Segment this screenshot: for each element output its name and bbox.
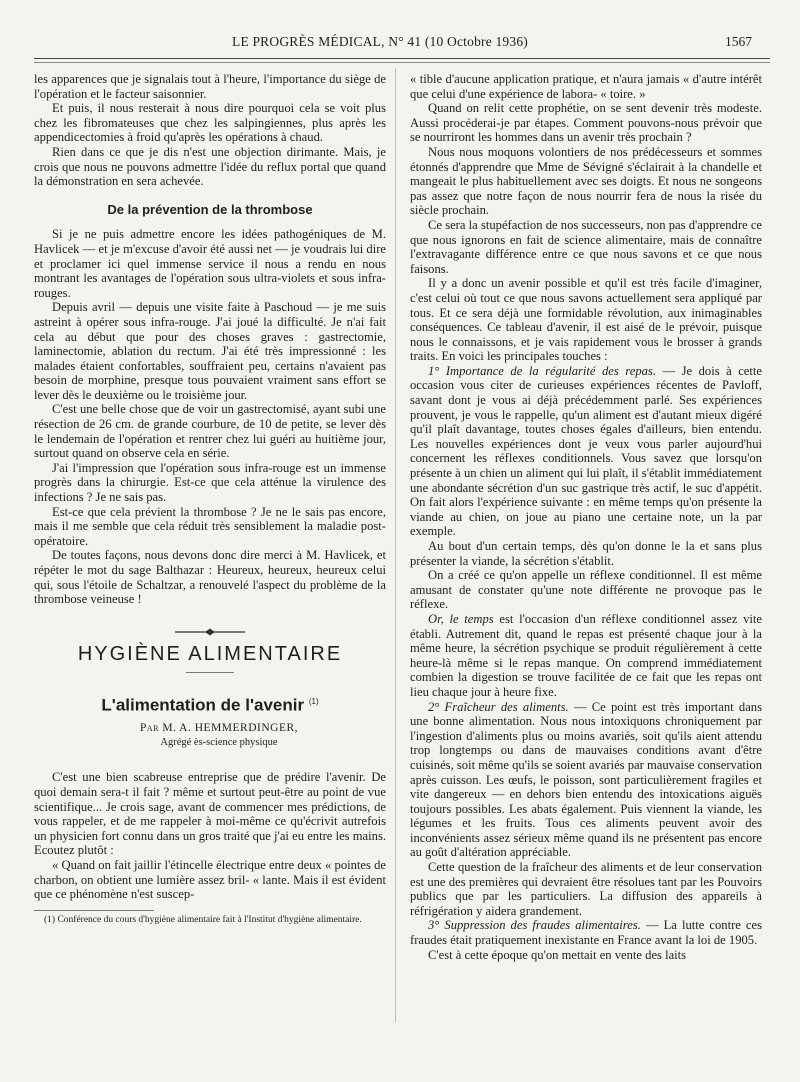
paragraph [410, 612, 762, 700]
flourish-icon [175, 628, 245, 636]
paragraph: Quand on relit cette prophétie, on se sent devenir très modeste. Aussi procéderai-je par étapes. Comment pouvons-nous prévoir que se nourriront les hommes dans un avenir très prochain ? [410, 101, 762, 145]
header-rule [34, 58, 770, 59]
footnote-ref: (1) [308, 696, 319, 706]
article-title-text: L'alimentation de l'avenir [101, 695, 305, 715]
paragraph: « tible d'aucune application pratique, et n'aura jamais « d'autre intérêt que celui d'une expérience de labora- « toire. » [410, 72, 762, 101]
paragraph: De toutes façons, nous devons donc dire merci à M. Havlicek, et répéter le mot du sage Balthazar : Heureux, heureux, heureux celui qui, sous l'étoile de Schaltzar, a renouvelé l'aspect du problème de la thrombose veineuse ! [34, 548, 386, 607]
footnote: (1) Conférence du cours d'hygiène alimentaire fait à l'Institut d'hygiène alimentaire. [44, 914, 362, 925]
running-head [62, 34, 752, 56]
paragraph [410, 700, 762, 861]
left-column [34, 72, 386, 926]
byline: Par M. A. HEMMERDINGER, [139, 722, 299, 735]
section-title: HYGIÈNE ALIMENTAIRE [77, 643, 343, 666]
paragraph: C'est une bien scabreuse entreprise que de prédire l'avenir. De quoi demain sera-t il fait ? même et surtout peut-être au point de vue scientifique... Je crois sage, avant de commencer mes prédictions, de vous rappeler, et de me rappeler à moi-même ce qu'écrivit autrefois un physicien fort connu dans un gros traité que j'ai eu entre les mains. Ecoutez plutôt : [34, 770, 386, 858]
paragraph: Si je ne puis admettre encore les idées pathogéniques de M. Havlicek — et je m'excuse d'avoir été aussi net — je voudrais lui dire et proclamer ici quel immense service il nous a rendu en nous montrant les avantages de l'opération sous ultra-violets et sous infra-rouges. [34, 227, 386, 300]
paragraph: Et puis, il nous resterait à nous dire pourquoi cela se voit plus chez les fibromateuses que chez les salpingiennes, plus après les appendicectomies à froid qu'après les opérations à chaud. [34, 101, 386, 145]
paragraph-text: — Je dois à cette occasion vous citer de curieuses expériences récentes de Pavloff, savant dont je vous ai déjà précédemment parlé. Ses expériences prouvent, je vous le rappelle, qu'un aliment est d'autant mieux digéré qu'il plaît davantage, toutes choses égales d'ailleurs, bien entendu. Les nouvelles expériences dont je veux vous parler aujourd'hui concernent les réflexes conditionnels. Vous savez que lorsqu'on présente à un chien un aliment qui lui plaît, il s'établit immédiatement une abondante sécrétion d'un suc gastrique très actif, le suc d'appétit. On fait alors l'expérience suivante : en même temps qu'on présente la viande au chien, on joue au piano une certaine note, un la par exemple. [410, 363, 762, 539]
item-heading: 2° Fraîcheur des aliments. [428, 699, 569, 714]
paragraph: C'est une belle chose que de voir un gastrectomisé, ayant subi une résection de 26 cm. de grande courbure, de 10 de petite, se lever dès le lendemain de l'opération et rentrer chez lui guéri au huitième jour, surtout quand on observe cela en série. [34, 402, 386, 461]
ornament-divider [34, 625, 386, 640]
item-heading: 1° Importance de la régularité des repas. [428, 363, 656, 378]
paragraph: Depuis avril — depuis une visite faite à Paschoud — je me suis astreint à opérer sous infra-rouge. J'ai joué la difficulté. Je n'ai fait cela au début que pour des choses graves : gastrectomie, laminectomie, ablation du rectum. J'ai été très impressionné : les malades étaient confortables, souffraient peu, certains n'avaient pas besoin de morphine, presque tous pouvaient vraiment sans effort se lever dès le deuxième ou le troisième jour. [34, 300, 386, 402]
item-heading: 3° Suppression des fraudes alimentaires. [428, 918, 641, 933]
article-title [34, 695, 386, 713]
paragraph: Au bout d'un certain temps, dès qu'on donne le la et sans plus présenter la viande, la sécrétion s'établit. [410, 539, 762, 568]
paragraph [410, 364, 762, 539]
byline-affiliation: Agrégé ès-science physique [160, 736, 278, 748]
paragraph: C'est à cette époque qu'on mettait en vente des laits [428, 947, 687, 962]
paragraph-text: — Ce point est très important dans une bonne alimentation. Nous nous intoxiquons chroniquement par l'ingestion d'aliments plus ou moins avariés, soit qu'ils aient attendu trop longtemps ou dans de mauvaises conditions avant d'être cuisinés, soit même qu'ils se soient avariés par mauvaise conservation après cuisson. Les œufs, le poisson, sont particulièrement fragiles et vite dangereux — en dehors bien entendu des intoxications aiguës toujours possibles. Les abats également. Puis viennent la viande, les légumes et les fruits. Tous ces aliments peuvent avoir des inconvénients assez sérieux même quand ils ne présentent pas encore au goût d'altération appréciable. [410, 699, 763, 860]
page-number: 1567 [725, 34, 752, 49]
paragraph: Est-ce que cela prévient la thrombose ? Je ne le sais pas encore, mais il me semble que cela réduit très sensiblement la maladie post-opératoire. [34, 504, 386, 548]
header-rule-thin [34, 62, 770, 63]
footnote-rule [34, 910, 154, 911]
paragraph: Rien dans ce que je dis n'est une objection dirimante. Mais, je crois que nous ne pouvons admettre l'idée du reflux portal que quand la démonstration en sera achevée. [34, 144, 386, 189]
paragraph: Cette question de la fraîcheur des aliments et de leur conservation est une des premières qui devraient être résolues tant par les Pouvoirs publics que par les particuliers. La diffusion des appareils à réfrigération y aidera grandement. [410, 860, 762, 918]
paragraph-text: — La lutte contre ces fraudes était pratiquement inexistante en France avant la loi de 1905. [410, 918, 762, 948]
paragraph [410, 918, 762, 947]
column-divider [395, 68, 396, 1022]
journal-title: LE PROGRÈS MÉDICAL, N° 41 (10 Octobre 1936) [232, 34, 528, 49]
paragraph: Nous nous moquons volontiers de nos prédécesseurs et sommes étonnés d'apprendre que Mme de Sévigné s'éclairait à la chandelle et mangeait le plus habituellement avec ses doigts. Et nous ne songeons pas assez que notre façon de nous nourrir fera de nous la risée du siècle prochain. [410, 144, 762, 218]
paragraph: Il y a donc un avenir possible et qu'il est très facile d'imaginer, c'est celui où tout ce que nous savons actuellement sera appliqué par tous. Et ce sera déjà une formidable révolution, aux inimaginables conséquences. Ce tableau d'avenir, il est aisé de le prévoir, puisque nous le connaissons, et je vais rapidement vous le brosser à grands traits. En voici les principales touches : [410, 276, 762, 364]
paragraph: Ce sera la stupéfaction de nos successeurs, non pas d'apprendre ce que nous ignorons en fait de science alimentaire, mais de connaître l'extravagante différence entre ce que nous savons et ce que nous faisons. [410, 217, 762, 276]
emphasis-text: Or, le temps [428, 611, 494, 626]
paragraph: « Quand on fait jaillir l'étincelle électrique entre deux « pointes de charbon, on obtient une lumière assez bril- « lante. Mais il est évident que ce phénomène n'est suscep- [34, 857, 386, 902]
paragraph: les apparences que je signalais tout à l'heure, l'importance du siège de l'opération et le facteur saisonnier. [34, 72, 386, 101]
section-subheading: De la prévention de la thrombose [107, 201, 313, 217]
title-rule [186, 672, 234, 673]
right-column [410, 72, 762, 962]
paragraph: J'ai l'impression que l'opération sous infra-rouge est un immense progrès dans la chirurgie. Est-ce que cela atténue la virulence des infections ? Je ne sais pas. [34, 460, 386, 505]
paragraph: On a créé ce qu'on appelle un réflexe conditionnel. Il est même amusant de constater qu'une note différente ne provoque pas le réflexe. [410, 568, 762, 612]
paragraph-text: est l'occasion d'un réflexe conditionnel assez vite établi. Autrement dit, quand le repas est présenté chaque jour à la même heure, la sécrétion psychique se produit régulièrement à cette heure-là même si le repas manque. On comprend immédiatement combien la digestion se trouve facilitée de ce fait que les repas ont lieu chaque jour à heure fixe. [410, 611, 763, 699]
